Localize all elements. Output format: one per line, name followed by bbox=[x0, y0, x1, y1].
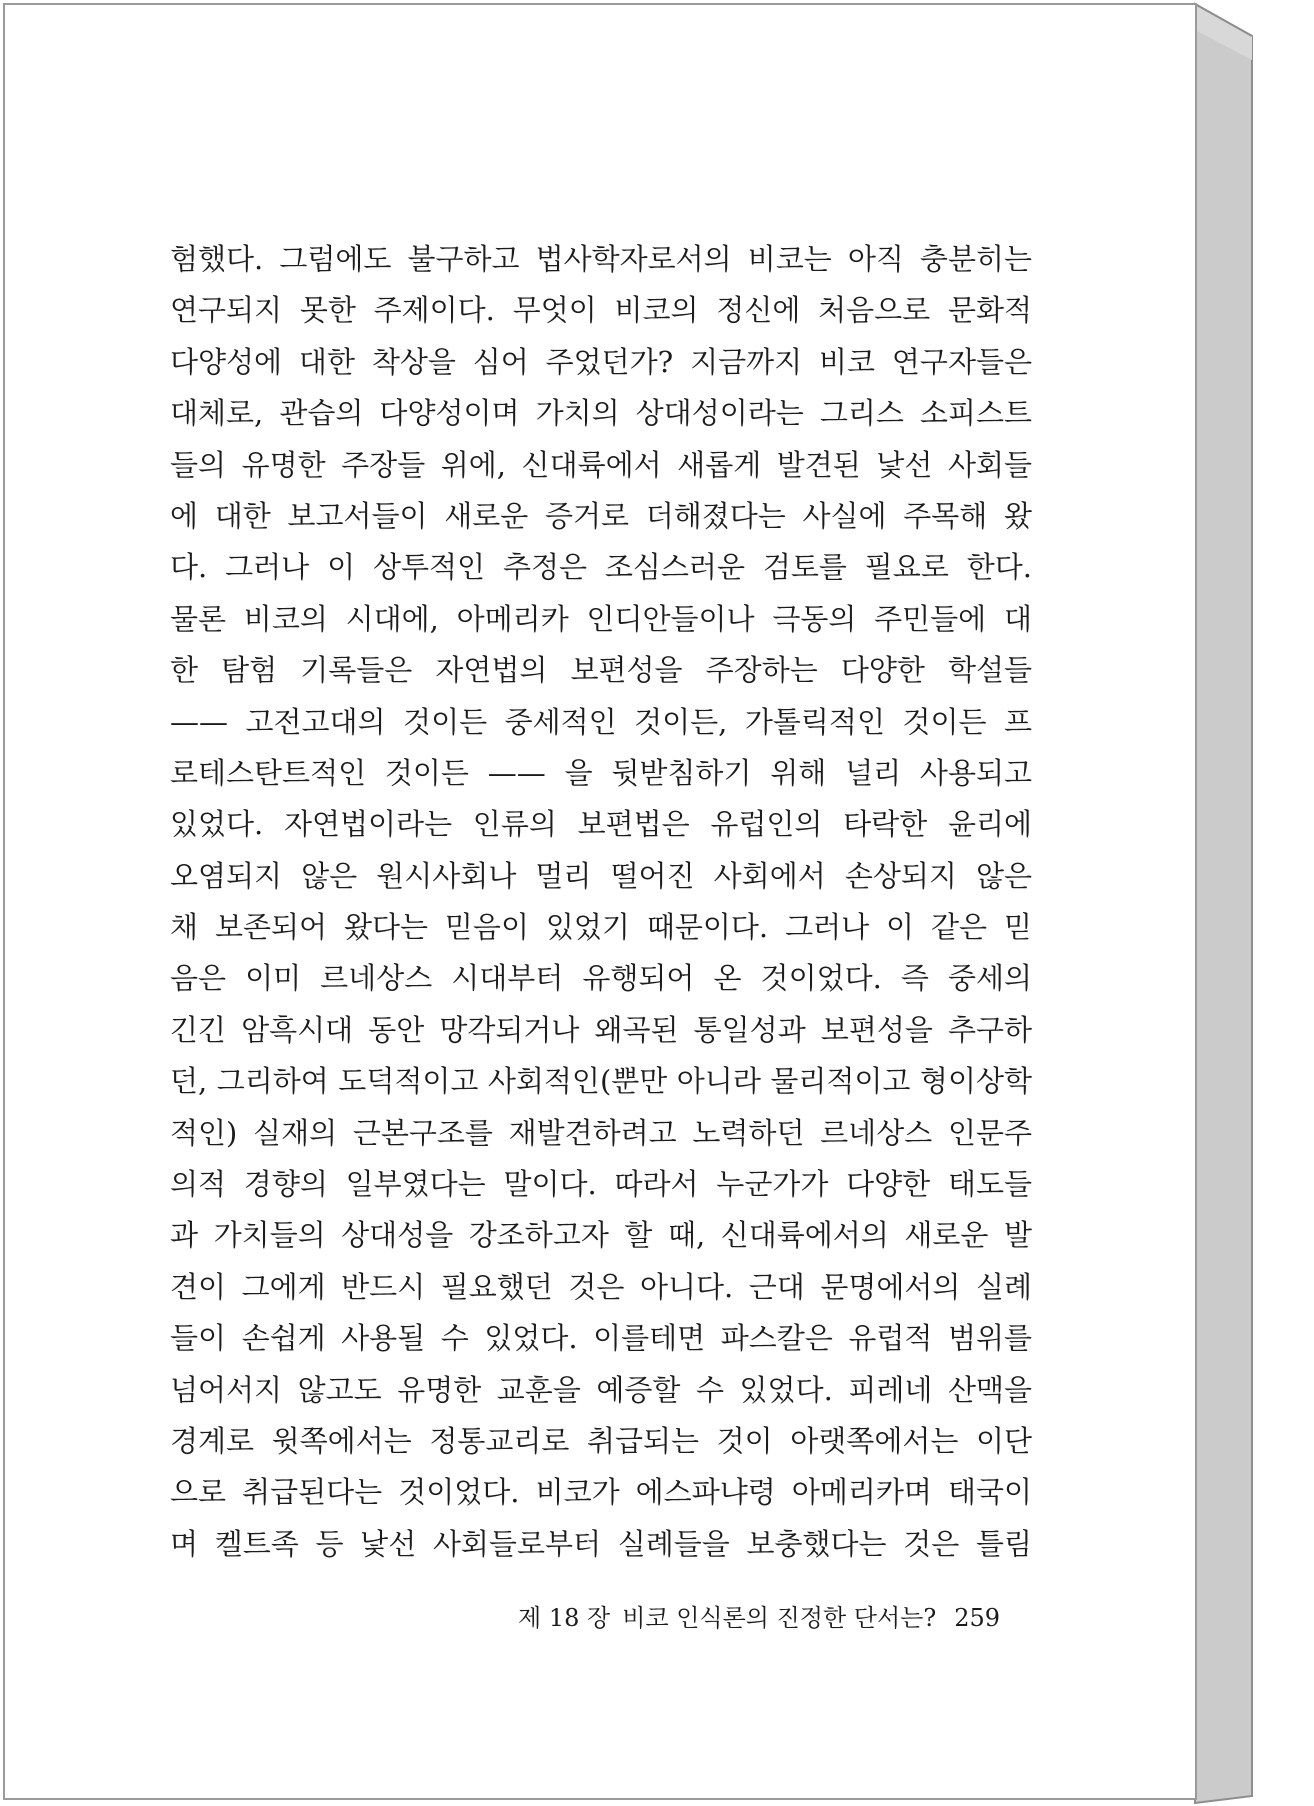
text-line: 견이 그에게 반드시 필요했던 것은 아니다. 근대 문명에서의 실례 bbox=[170, 1269, 1032, 1304]
footer-chapter-title: 비코 인식론의 진정한 단서는? bbox=[622, 1604, 937, 1632]
text-line: 오염되지 않은 원시사회나 멀리 떨어진 사회에서 손상되지 않은 bbox=[170, 858, 1032, 893]
text-line: 로테스탄트적인 것이든 —— 을 뒷받침하기 위해 널리 사용되고 bbox=[170, 755, 1032, 790]
text-line: 긴긴 암흑시대 동안 망각되거나 왜곡된 통일성과 보편성을 추구하 bbox=[170, 1012, 1032, 1047]
text-line: 경계로 윗쪽에서는 정통교리로 취급되는 것이 아랫쪽에서는 이단 bbox=[170, 1423, 1032, 1458]
text-line: 음은 이미 르네상스 시대부터 유행되어 온 것이었다. 즉 중세의 bbox=[170, 961, 1032, 996]
text-line: 대체로, 관습의 다양성이며 가치의 상대성이라는 그리스 소피스트 bbox=[170, 396, 1032, 431]
text-line: 들의 유명한 주장들 위에, 신대륙에서 새롭게 발견된 낯선 사회들 bbox=[170, 447, 1032, 482]
text-line: 채 보존되어 왔다는 믿음이 있었기 때문이다. 그러나 이 같은 믿 bbox=[170, 910, 1032, 945]
footer-chapter: 제 18 장 bbox=[518, 1604, 611, 1632]
text-line: 험했다. 그럼에도 불구하고 법사학자로서의 비코는 아직 충분히는 bbox=[170, 242, 1032, 276]
text-line: 한 탐험 기록들은 자연법의 보편성을 주장하는 다양한 학설들 bbox=[170, 653, 1032, 688]
text-line: 있었다. 자연법이라는 인류의 보편법은 유럽인의 타락한 윤리에 bbox=[170, 807, 1032, 842]
text-line: 물론 비코의 시대에, 아메리카 인디안들이나 극동의 주민들에 대 bbox=[170, 601, 1032, 636]
text-line: 들이 손쉽게 사용될 수 있었다. 이를테면 파스칼은 유럽적 범위를 bbox=[170, 1321, 1032, 1356]
text-line: 넘어서지 않고도 유명한 교훈을 예증할 수 있었다. 피레네 산맥을 bbox=[170, 1372, 1032, 1407]
page-body-text bbox=[170, 234, 1032, 1570]
text-line: 다양성에 대한 착상을 심어 주었던가? 지금까지 비코 연구자들은 bbox=[170, 344, 1032, 379]
text-line: 적인) 실재의 근본구조를 재발견하려고 노력하던 르네상스 인문주 bbox=[170, 1115, 1032, 1150]
text-line: 며 켈트족 등 낯선 사회들로부터 실례들을 보충했다는 것은 틀림 bbox=[170, 1526, 1032, 1561]
text-line: 연구되지 못한 주제이다. 무엇이 비코의 정신에 처음으로 문화적 bbox=[170, 293, 1032, 328]
text-line: —— 고전고대의 것이든 중세적인 것이든, 가톨릭적인 것이든 프 bbox=[170, 704, 1032, 739]
text-line: 으로 취급된다는 것이었다. 비코가 에스파냐령 아메리카며 태국이 bbox=[170, 1475, 1032, 1510]
text-line: 과 가치들의 상대성을 강조하고자 할 때, 신대륙에서의 새로운 발 bbox=[170, 1218, 1032, 1253]
text-line: 다. 그러나 이 상투적인 추정은 조심스러운 검토를 필요로 한다. bbox=[170, 550, 1032, 585]
text-line: 의적 경향의 일부였다는 말이다. 따라서 누군가가 다양한 태도들 bbox=[170, 1167, 1032, 1202]
text-line: 던, 그리하여 도덕적이고 사회적인(뿐만 아니라 물리적이고 형이상학 bbox=[170, 1064, 1032, 1099]
text-line: 에 대한 보고서들이 새로운 증거로 더해졌다는 사실에 주목해 왔 bbox=[170, 498, 1032, 533]
page-number: 259 bbox=[954, 1604, 1000, 1632]
running-footer bbox=[500, 1598, 1000, 1633]
